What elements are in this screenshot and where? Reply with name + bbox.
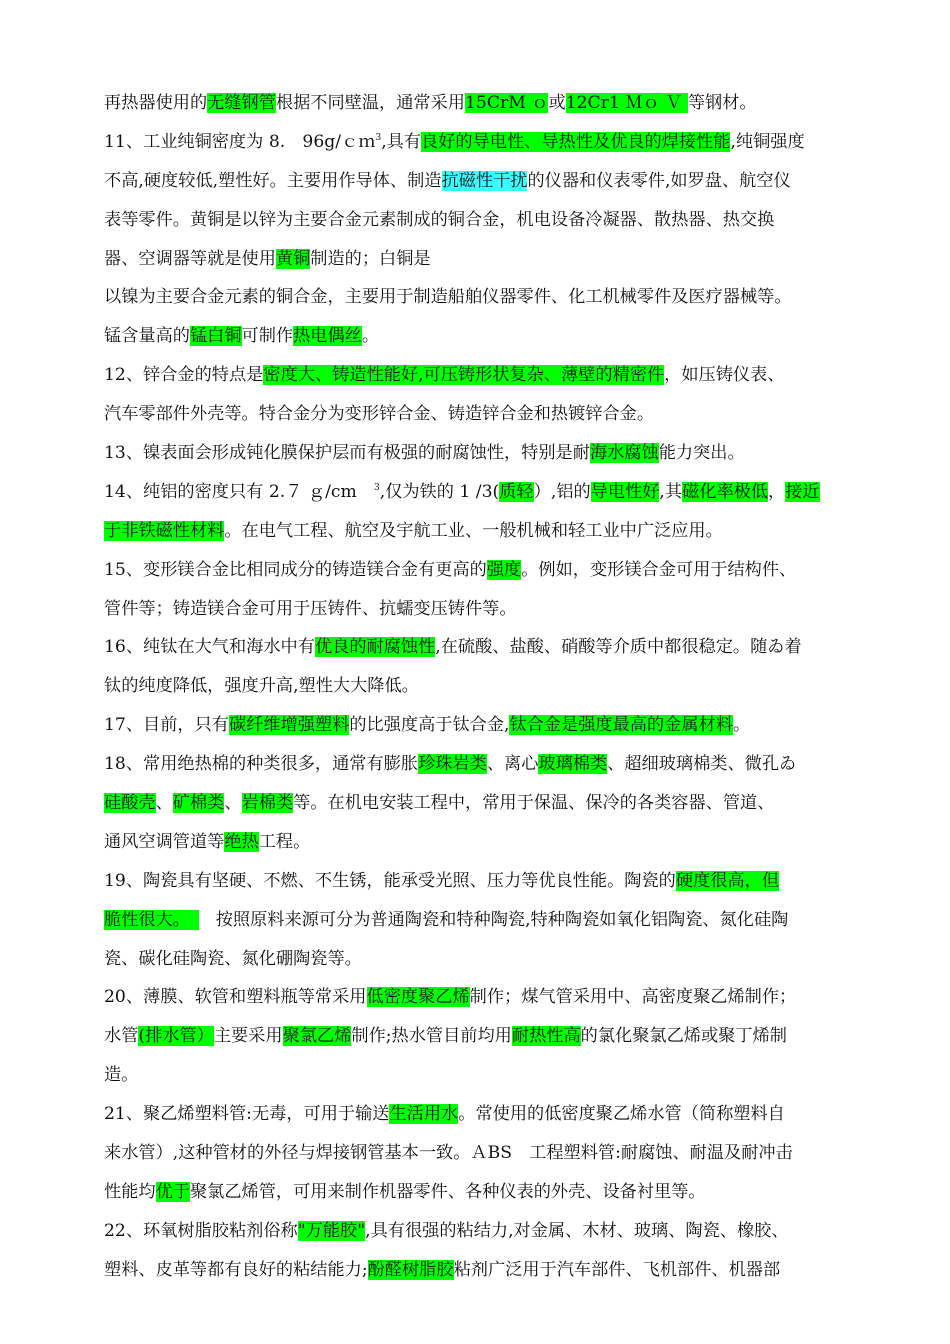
text-line: [104, 784, 868, 823]
text-line: [104, 434, 868, 473]
highlighted-text: 生活用水: [389, 1104, 459, 1125]
text-run: 以镍为主要合金元素的铜合金，主要用于制造船舶仪器零件、化工机械零件及医疗器械等。: [104, 287, 792, 308]
text-run: 聚氯乙烯管，可用来制作机器零件、各种仪表的外壳、设备衬里等。: [189, 1181, 706, 1202]
highlighted-text: 良好的导电性、导热性及优良的焊接性能: [421, 131, 731, 152]
text-run: 、超细玻璃棉类、微孔ゐ: [607, 754, 797, 775]
text-run: 15、变形镁合金比相同成分的铸造镁合金有更高的: [104, 559, 487, 580]
highlighted-text: 锰白铜: [189, 326, 242, 347]
text-run: ,具有: [381, 131, 422, 152]
highlighted-text: 钛合金是强度最高的金属材料: [509, 715, 733, 736]
text-run: 22、环氧树脂胶粘剂俗称: [104, 1220, 298, 1241]
text-run: 的氯化聚氯乙烯或聚丁烯制: [580, 1026, 787, 1047]
highlighted-text: 质轻: [499, 481, 534, 502]
text-run: 14、纯铝的密度只有 2.７ ｇ/cm: [104, 481, 374, 502]
text-run: 表等零件。黄铜是以锌为主要合金元素制成的铜合金，机电设备冷凝器、散热器、热交换: [104, 209, 775, 230]
text-run: 按照原料来源可分为普通陶瓷和特种陶瓷,特种陶瓷如氧化铝陶瓷、氮化硅陶: [198, 909, 789, 930]
text-run: 不高,硬度较低,塑性好。主要用作导体、制造: [104, 170, 442, 191]
text-run: 再热器使用的: [104, 93, 208, 113]
highlighted-text: 黄铜: [275, 248, 311, 269]
text-run: 工程。: [258, 831, 311, 852]
text-line: [104, 551, 868, 590]
highlighted-text: 于非铁磁性材料: [104, 520, 225, 541]
text-run: 主要采用: [213, 1026, 283, 1047]
text-line: [104, 1134, 868, 1173]
text-run: 水管: [104, 1026, 139, 1047]
highlighted-text: 玻璃棉类: [538, 754, 608, 775]
text-run: 、: [155, 793, 173, 814]
text-line: [104, 1251, 868, 1290]
text-run: 等。在机电安装工程中，常用于保温、保冷的各类容器、管道、: [293, 793, 775, 814]
highlighted-text: 珍珠岩类: [418, 754, 487, 775]
text-line: [104, 395, 868, 434]
text-line: [104, 473, 868, 512]
text-run: ）,铝的: [533, 481, 591, 502]
text-run: 的比强度高于钛合金,: [349, 715, 510, 736]
text-line: [104, 1017, 868, 1056]
superscript: 3: [373, 482, 380, 493]
text-run: 制作；煤气管采用中、高密度聚乙烯制作；: [469, 987, 797, 1008]
text-run: 。: [361, 326, 380, 347]
highlighted-text: "万能胶": [297, 1220, 366, 1241]
highlighted-text: 聚氯乙烯: [282, 1026, 352, 1047]
text-run: 12、锌合金的特点是: [104, 365, 264, 386]
text-run: 的仪器和仪表零件,如罗盘、航空仪: [527, 170, 791, 191]
highlighted-text: 接近: [785, 481, 820, 502]
text-run: ，: [768, 481, 786, 502]
document-body: [104, 84, 868, 1290]
text-line: [104, 745, 868, 784]
text-run: 管件等；铸造镁合金可用于压铸件、抗蠕变压铸件等。: [104, 598, 517, 619]
highlighted-text: 无缝钢管: [207, 93, 276, 113]
text-run: 。: [732, 715, 751, 736]
text-run: 21、聚乙烯塑料管:无毒，可用于输送: [104, 1104, 390, 1125]
text-run: 粘剂广泛用于汽车部件、飞机部件、机器部: [453, 1259, 781, 1280]
text-run: ，如压铸仪表、: [664, 365, 785, 386]
text-run: 。例如，变形镁合金可用于结构件、: [521, 559, 797, 580]
text-run: 18、常用绝热棉的种类很多，通常有膨胀: [104, 754, 419, 775]
text-line: [104, 512, 868, 551]
text-run: 瓷、碳化硅陶瓷、氮化硼陶瓷等。: [104, 948, 362, 969]
text-line: [104, 901, 868, 940]
text-run: 造。: [104, 1065, 139, 1086]
highlighted-text: 强度: [486, 559, 522, 580]
text-run: 17、目前，只有: [104, 715, 229, 736]
text-run: 13、镍表面会形成钝化膜保护层而有极强的耐腐蚀性，特别是耐: [104, 443, 590, 464]
text-run: 锰含量高的: [104, 326, 190, 347]
text-run: 钛的纯度降低，强度升高,塑性大大降低。: [104, 676, 419, 697]
text-run: 20、薄膜、软管和塑料瓶等常采用: [104, 987, 367, 1008]
text-line: [104, 706, 868, 745]
text-line: [104, 590, 868, 629]
text-line: [104, 1212, 868, 1251]
text-run: 或: [548, 93, 566, 113]
text-run: 来水管）,这种管材的外径与焊接钢管基本一致。ＡBS 工程塑料管:耐腐蚀、耐温及耐冲击: [104, 1143, 793, 1164]
text-run: 能力突出。: [658, 443, 745, 464]
highlighted-text: 岩棉类: [241, 793, 294, 814]
text-run: 性能均: [104, 1181, 156, 1202]
highlighted-text: 低密度聚乙烯: [366, 987, 470, 1008]
text-run: 16、纯钛在大气和海水中有: [104, 637, 315, 658]
text-line: [104, 1173, 868, 1212]
text-line: [104, 317, 868, 356]
highlighted-text: 12Cr1 Ｍｏ Ｖ: [565, 93, 688, 113]
highlighted-text: 酚醛树脂胶: [367, 1259, 454, 1280]
text-run: 通风空调管道等: [104, 831, 225, 852]
text-run: ,具有很强的粘结力,对金属、木材、玻璃、陶瓷、橡胶、: [365, 1220, 789, 1241]
text-run: ,其: [659, 481, 683, 502]
highlighted-text: 优于: [155, 1181, 190, 1202]
highlighted-text: 导电性好: [590, 481, 660, 502]
text-line: [104, 978, 868, 1017]
highlighted-text: 15CrM ｏ: [464, 93, 549, 113]
superscript: 3: [375, 132, 382, 143]
text-run: 器、空调器等就是使用: [104, 248, 276, 269]
highlighted-text: 海水腐蚀: [589, 443, 659, 464]
highlighted-text: 硅酸壳: [104, 793, 156, 814]
text-line: [104, 278, 868, 317]
highlighted-text: 耐热性高: [511, 1026, 581, 1047]
text-line: [104, 240, 868, 279]
text-run: ,纯铜强度: [730, 131, 805, 152]
text-line: [104, 667, 868, 706]
text-line: [104, 123, 868, 162]
text-run: 19、陶瓷具有坚硬、不燃、不生锈，能承受光照、压力等优良性能。陶瓷的: [104, 870, 676, 891]
text-run: 、: [224, 793, 242, 814]
text-run: ,在硫酸、盐酸、硝酸等介质中都很稳定。随ゐ着: [435, 637, 802, 658]
highlighted-text: 矿棉类: [172, 793, 225, 814]
highlighted-text: (排水管）: [138, 1026, 214, 1047]
text-line: [104, 1095, 868, 1134]
text-line: [104, 1056, 868, 1095]
text-line: [104, 862, 868, 901]
text-run: 、离心: [486, 754, 539, 775]
text-line: [104, 162, 868, 201]
text-line: [104, 356, 868, 395]
highlighted-text: 硬度很高，但: [675, 870, 780, 891]
highlighted-text: 密度大、铸造性能好,可压铸形状复杂、薄壁的精密件: [263, 365, 665, 386]
highlighted-text-cyan: 抗磁性干扰: [441, 170, 528, 191]
highlighted-text: 优良的耐腐蚀性: [314, 637, 436, 658]
text-run: 可制作: [241, 326, 294, 347]
text-run: 塑料、皮革等都有良好的粘结能力;: [104, 1259, 368, 1280]
text-line: [104, 628, 868, 667]
highlighted-text: 脆性很大。: [104, 909, 199, 930]
text-line: [104, 823, 868, 862]
text-run: 11、工业纯铜密度为 8. 96g/ｃｍ: [104, 131, 376, 152]
highlighted-text: 绝热: [224, 831, 259, 852]
text-line: [104, 940, 868, 979]
text-run: 汽车零部件外壳等。特合金分为变形锌合金、铸造锌合金和热镀锌合金。: [104, 404, 655, 425]
text-run: 制造的；白铜是: [310, 248, 431, 269]
text-run: 。常使用的低密度聚乙烯水管（简称塑料自: [458, 1104, 785, 1125]
text-run: 根据不同壁温，通常采用: [275, 93, 465, 113]
highlighted-text: 磁化率极低: [682, 481, 769, 502]
text-run: 等钢材。: [687, 93, 757, 113]
text-line: [104, 84, 868, 123]
text-run: ,仅为铁的 1 /3(: [379, 481, 500, 502]
text-run: 。在电气工程、航空及宇航工业、一般机械和轻工业中广泛应用。: [224, 520, 723, 541]
text-line: [104, 201, 868, 240]
highlighted-text: 热电偶丝: [293, 326, 362, 347]
highlighted-text: 碳纤维增强塑料: [229, 715, 350, 736]
text-run: 制作;热水管目前均用: [351, 1026, 512, 1047]
